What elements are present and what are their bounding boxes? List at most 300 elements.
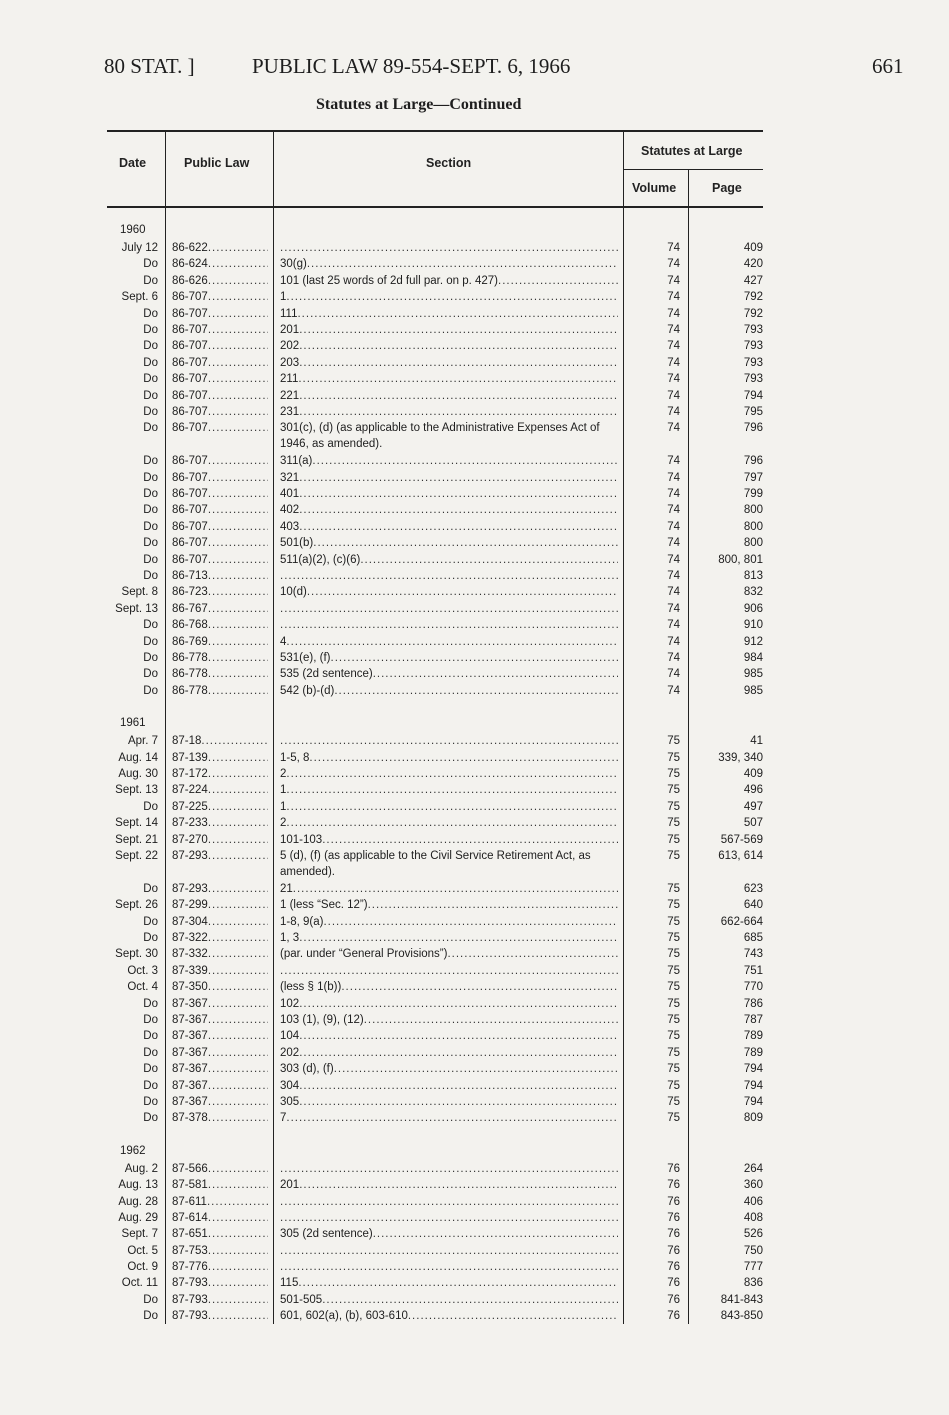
page-cell: 794	[743, 1063, 763, 1076]
page-cell: 623	[743, 882, 763, 895]
volume-cell: 75	[667, 817, 680, 830]
section-cell: 202 .....	[280, 1045, 618, 1061]
table-row	[0, 750, 949, 766]
page-cell: 836	[743, 1277, 763, 1290]
date-cell: Do	[143, 520, 158, 533]
date-cell: Do	[143, 340, 158, 353]
public-law-cell: 86-626 .....	[172, 273, 268, 289]
section-cell: 511(a)(2), (c)(6) .....	[280, 552, 618, 568]
year-label: 1962	[120, 1144, 146, 1157]
page-cell: 799	[743, 488, 763, 501]
volume-cell: 75	[667, 915, 680, 928]
date-cell: Do	[143, 619, 158, 632]
public-law-cell: 86-707 .....	[172, 371, 268, 387]
volume-cell: 75	[667, 932, 680, 945]
public-law-cell: 87-367 .....	[172, 1094, 268, 1110]
year-spacer	[0, 1127, 949, 1143]
public-law-cell: 87-793 .....	[172, 1308, 268, 1324]
section-cell: 2 .....	[280, 766, 618, 782]
page-cell: 787	[743, 1014, 763, 1027]
date-cell: Do	[143, 1293, 158, 1306]
volume-cell: 74	[667, 307, 680, 320]
section-cell: 321 .....	[280, 470, 618, 486]
table-row	[0, 683, 949, 699]
public-law-cell: 87-378 .....	[172, 1110, 268, 1126]
public-law-cell: 87-793 .....	[172, 1275, 268, 1291]
page-cell: 984	[743, 651, 763, 664]
date-cell: Do	[143, 356, 158, 369]
section-cell	[280, 1194, 618, 1210]
date-cell: Do	[143, 1063, 158, 1076]
page-cell: 792	[743, 291, 763, 304]
table-row	[0, 568, 949, 584]
page-cell: 409	[743, 767, 763, 780]
table-row	[0, 322, 949, 338]
volume-cell: 75	[667, 735, 680, 748]
volume-cell: 75	[667, 948, 680, 961]
public-law-cell: 86-767 .....	[172, 601, 268, 617]
table-row	[0, 420, 949, 453]
table-row	[0, 1226, 949, 1242]
table-row	[0, 1194, 949, 1210]
volume-cell: 74	[667, 651, 680, 664]
public-law-cell: 86-707 .....	[172, 355, 268, 371]
date-cell: Sept. 6	[121, 291, 158, 304]
date-cell: Do	[143, 504, 158, 517]
volume-cell: 76	[667, 1179, 680, 1192]
column-header-section: Section	[426, 156, 472, 170]
section-cell: 1 (less “Sec. 12”) .....	[280, 897, 618, 913]
year-spacer	[0, 699, 949, 715]
section-cell: 301(c), (d) (as applicable to the Administrative Expenses Act of 1946, as amended).	[280, 422, 600, 451]
table-row	[0, 930, 949, 946]
page-cell: 985	[743, 668, 763, 681]
date-cell: Do	[143, 915, 158, 928]
public-law-cell: 87-332 .....	[172, 946, 268, 962]
volume-cell: 75	[667, 1046, 680, 1059]
public-law-cell: 87-304 .....	[172, 914, 268, 930]
volume-cell: 74	[667, 471, 680, 484]
page-cell: 507	[743, 817, 763, 830]
table-title: Statutes at Large—Continued	[316, 96, 522, 113]
table-row	[0, 273, 949, 289]
public-law-cell: 86-707 .....	[172, 289, 268, 305]
page-cell: 813	[743, 570, 763, 583]
table-row	[0, 502, 949, 518]
volume-cell: 74	[667, 537, 680, 550]
table-row	[0, 486, 949, 502]
table-row	[0, 650, 949, 666]
page-cell: 800	[743, 537, 763, 550]
page-cell: 797	[743, 471, 763, 484]
section-cell	[280, 1259, 618, 1275]
section-cell: 531(e), (f) .....	[280, 650, 618, 666]
section-cell: 30(g) .....	[280, 256, 618, 272]
volume-cell: 75	[667, 1095, 680, 1108]
date-cell: Aug. 30	[118, 767, 158, 780]
section-cell: 7 .....	[280, 1110, 618, 1126]
section-cell	[280, 617, 618, 633]
page-cell: 786	[743, 997, 763, 1010]
table-row	[0, 1243, 949, 1259]
date-cell: Oct. 3	[127, 964, 158, 977]
volume-cell: 76	[667, 1293, 680, 1306]
table-row	[0, 832, 949, 848]
public-law-cell: 87-367 .....	[172, 1045, 268, 1061]
section-cell: (less § 1(b)) .....	[280, 979, 618, 995]
public-law-cell: 86-707 .....	[172, 388, 268, 404]
section-cell: (par. under “General Provisions”) .....	[280, 946, 618, 962]
section-cell: 1-8, 9(a) .....	[280, 914, 618, 930]
page-cell: 685	[743, 932, 763, 945]
volume-cell: 76	[667, 1244, 680, 1257]
volume-cell: 74	[667, 602, 680, 615]
date-cell: Sept. 7	[121, 1228, 158, 1241]
public-law-cell: 86-778 .....	[172, 683, 268, 699]
volume-cell: 75	[667, 849, 680, 862]
volume-cell: 74	[667, 323, 680, 336]
table-row	[0, 1094, 949, 1110]
page-cell: 985	[743, 684, 763, 697]
section-cell: 103 (1), (9), (12) .....	[280, 1012, 618, 1028]
public-law-cell: 86-707 .....	[172, 470, 268, 486]
date-cell: Do	[143, 274, 158, 287]
public-law-cell: 87-299 .....	[172, 897, 268, 913]
public-law-cell: 87-233 .....	[172, 815, 268, 831]
date-cell: Sept. 26	[115, 899, 158, 912]
page-cell: 613, 614	[718, 849, 763, 862]
section-cell: 542 (b)-(d) .....	[280, 683, 618, 699]
table-row	[0, 1045, 949, 1061]
public-law-cell: 87-293 .....	[172, 848, 268, 864]
table-row	[0, 1078, 949, 1094]
section-cell: 104 .....	[280, 1028, 618, 1044]
public-law-cell: 86-707 .....	[172, 404, 268, 420]
page-cell: 794	[743, 389, 763, 402]
date-cell: Oct. 9	[127, 1261, 158, 1274]
public-law-cell: 86-778 .....	[172, 666, 268, 682]
year-label: 1960	[120, 224, 146, 236]
volume-cell: 75	[667, 1079, 680, 1092]
public-law-cell: 86-707 .....	[172, 535, 268, 551]
date-cell: Sept. 8	[121, 586, 158, 599]
public-law-cell: 87-270 .....	[172, 832, 268, 848]
section-cell: 305 (2d sentence) .....	[280, 1226, 618, 1242]
section-cell: 101 (last 25 words of 2d full par. on p. 427) .....	[280, 273, 618, 289]
table-row	[0, 1275, 949, 1291]
volume-cell: 75	[667, 899, 680, 912]
date-cell: Do	[143, 1079, 158, 1092]
date-cell: Do	[143, 932, 158, 945]
public-law-cell: 87-367 .....	[172, 996, 268, 1012]
date-cell: Do	[143, 668, 158, 681]
volume-cell: 75	[667, 784, 680, 797]
public-law-cell: 87-293 .....	[172, 881, 268, 897]
date-cell: Do	[143, 455, 158, 468]
table-row	[0, 584, 949, 600]
section-cell	[280, 963, 618, 979]
table-row	[0, 1161, 949, 1177]
section-cell: 203 .....	[280, 355, 618, 371]
public-law-cell: 86-707 .....	[172, 322, 268, 338]
section-cell: 501-505 .....	[280, 1292, 618, 1308]
public-law-cell: 87-172 .....	[172, 766, 268, 782]
public-law-cell: 87-566 .....	[172, 1161, 268, 1177]
table-row	[0, 1110, 949, 1126]
date-cell: Do	[143, 553, 158, 566]
table-row	[0, 1259, 949, 1275]
public-law-cell: 87-224 .....	[172, 782, 268, 798]
table-row	[0, 782, 949, 798]
date-cell: Do	[143, 800, 158, 813]
page-cell: 339, 340	[718, 751, 763, 764]
volume-cell: 76	[667, 1310, 680, 1323]
section-cell: 1, 3 .....	[280, 930, 618, 946]
table-row	[0, 404, 949, 420]
section-cell: 202 .....	[280, 338, 618, 354]
section-cell: 101-103 .....	[280, 832, 618, 848]
date-cell: Sept. 14	[115, 817, 158, 830]
volume-cell: 76	[667, 1162, 680, 1175]
section-cell: 304 .....	[280, 1078, 618, 1094]
public-law-cell: 87-793 .....	[172, 1292, 268, 1308]
volume-cell: 76	[667, 1277, 680, 1290]
date-cell: Aug. 14	[118, 751, 158, 764]
page-cell: 750	[743, 1244, 763, 1257]
table-row	[0, 1012, 949, 1028]
page-cell: 406	[743, 1195, 763, 1208]
section-cell: 221 .....	[280, 388, 618, 404]
date-cell: Aug. 13	[118, 1179, 158, 1192]
table-row	[0, 1292, 949, 1308]
section-cell	[280, 1210, 618, 1226]
page-cell: 800, 801	[718, 553, 763, 566]
page-cell: 841-843	[720, 1293, 763, 1306]
public-law-cell: 87-322 .....	[172, 930, 268, 946]
statute-volume-label: 80 STAT. ]	[104, 54, 195, 78]
table-row	[0, 1177, 949, 1193]
public-law-cell: 87-753 .....	[172, 1243, 268, 1259]
table-row	[0, 1061, 949, 1077]
table-row	[0, 979, 949, 995]
volume-cell: 75	[667, 1030, 680, 1043]
column-header-public-law: Public Law	[184, 156, 250, 170]
date-cell: Sept. 30	[115, 948, 158, 961]
volume-cell: 74	[667, 455, 680, 468]
page-cell: 912	[743, 635, 763, 648]
volume-cell: 75	[667, 800, 680, 813]
section-cell: 211 .....	[280, 371, 618, 387]
public-law-cell: 87-18 .....	[172, 733, 268, 749]
page-cell: 832	[743, 586, 763, 599]
section-cell	[280, 601, 618, 617]
section-cell: 401 .....	[280, 486, 618, 502]
public-law-cell: 86-713 .....	[172, 568, 268, 584]
date-cell: Sept. 21	[115, 833, 158, 846]
volume-cell: 74	[667, 619, 680, 632]
table-row	[0, 306, 949, 322]
public-law-cell: 87-367 .....	[172, 1028, 268, 1044]
section-cell: 1 .....	[280, 782, 618, 798]
section-cell: 1 .....	[280, 799, 618, 815]
section-cell	[280, 1161, 618, 1177]
date-cell: Aug. 2	[124, 1162, 158, 1175]
table-row	[0, 1028, 949, 1044]
section-cell: 201 .....	[280, 1177, 618, 1193]
public-law-cell: 87-367 .....	[172, 1012, 268, 1028]
table-row	[0, 666, 949, 682]
page-cell: 360	[743, 1179, 763, 1192]
table-row	[0, 766, 949, 782]
volume-cell: 75	[667, 833, 680, 846]
date-cell: Do	[143, 488, 158, 501]
section-cell: 311(a) .....	[280, 453, 618, 469]
volume-cell: 76	[667, 1228, 680, 1241]
volume-cell: 74	[667, 422, 680, 435]
table-row	[0, 881, 949, 897]
page-cell: 843-850	[720, 1310, 763, 1323]
date-cell: Do	[143, 1014, 158, 1027]
section-cell: 403 .....	[280, 519, 618, 535]
page-cell: 662-664	[720, 915, 763, 928]
public-law-cell: 86-707 .....	[172, 486, 268, 502]
table-row	[0, 601, 949, 617]
public-law-cell: 86-707 .....	[172, 306, 268, 322]
volume-cell: 74	[667, 570, 680, 583]
page-cell: 408	[743, 1211, 763, 1224]
table-row	[0, 388, 949, 404]
public-law-cell: 86-622 .....	[172, 240, 268, 256]
page-cell: 793	[743, 356, 763, 369]
page-cell: 796	[743, 422, 763, 435]
page-cell: 420	[743, 258, 763, 271]
volume-cell: 74	[667, 504, 680, 517]
public-law-cell: 86-707 .....	[172, 519, 268, 535]
year-label: 1961	[120, 717, 146, 730]
date-cell: Sept. 13	[115, 602, 158, 615]
page-cell: 794	[743, 1079, 763, 1092]
table-row	[0, 240, 949, 256]
page-cell: 800	[743, 504, 763, 517]
public-law-cell: 87-611 .....	[172, 1194, 268, 1210]
date-cell: Do	[143, 537, 158, 550]
volume-cell: 75	[667, 767, 680, 780]
running-title: PUBLIC LAW 89-554-SEPT. 6, 1966	[252, 54, 571, 78]
page-cell: 409	[743, 242, 763, 254]
date-cell: Apr. 7	[127, 735, 158, 748]
volume-cell: 74	[667, 488, 680, 501]
volume-cell: 74	[667, 635, 680, 648]
page-cell: 792	[743, 307, 763, 320]
table-row	[0, 1308, 949, 1324]
page-number: 661	[872, 54, 904, 78]
volume-cell: 74	[667, 274, 680, 287]
date-cell: Aug. 28	[118, 1195, 158, 1208]
page-cell: 567-569	[720, 833, 763, 846]
section-cell	[280, 733, 618, 749]
page-cell: 41	[750, 735, 763, 748]
section-cell: 115 .....	[280, 1275, 618, 1291]
volume-cell: 74	[667, 520, 680, 533]
volume-cell: 74	[667, 684, 680, 697]
table-row	[0, 617, 949, 633]
public-law-cell: 87-225 .....	[172, 799, 268, 815]
table-row	[0, 733, 949, 749]
section-cell: 1-5, 8 .....	[280, 750, 618, 766]
public-law-cell: 86-707 .....	[172, 338, 268, 354]
section-cell: 2 .....	[280, 815, 618, 831]
year-heading-row	[0, 1143, 949, 1161]
page-cell: 906	[743, 602, 763, 615]
section-cell: 5 (d), (f) (as applicable to the Civil Service Retirement Act, as amended).	[280, 849, 591, 878]
date-cell: Sept. 22	[115, 849, 158, 862]
page-cell: 793	[743, 340, 763, 353]
section-cell: 1 .....	[280, 289, 618, 305]
page-cell: 777	[743, 1261, 763, 1274]
section-cell: 102 .....	[280, 996, 618, 1012]
volume-cell: 74	[667, 553, 680, 566]
section-cell: 10(d) .....	[280, 584, 618, 600]
section-cell: 21 .....	[280, 881, 618, 897]
volume-cell: 74	[667, 405, 680, 418]
date-cell: Do	[143, 651, 158, 664]
date-cell: Do	[143, 1310, 158, 1323]
table-row	[0, 256, 949, 272]
public-law-cell: 86-768 .....	[172, 617, 268, 633]
table-row	[0, 470, 949, 486]
section-cell: 535 (2d sentence) .....	[280, 666, 618, 682]
table-body	[0, 222, 949, 1325]
table-row	[0, 519, 949, 535]
table-row	[0, 914, 949, 930]
table-row	[0, 453, 949, 469]
public-law-cell: 87-367 .....	[172, 1078, 268, 1094]
public-law-cell: 86-778 .....	[172, 650, 268, 666]
page-cell: 800	[743, 520, 763, 533]
page-cell: 496	[743, 784, 763, 797]
public-law-cell: 86-707 .....	[172, 502, 268, 518]
table-row	[0, 815, 949, 831]
volume-cell: 75	[667, 981, 680, 994]
volume-cell: 74	[667, 668, 680, 681]
date-cell: Do	[143, 570, 158, 583]
date-cell: July 12	[121, 242, 158, 254]
section-cell: 305 .....	[280, 1094, 618, 1110]
page-cell: 809	[743, 1112, 763, 1125]
date-cell: Do	[143, 323, 158, 336]
section-cell: 111 .....	[280, 306, 618, 322]
date-cell: Do	[143, 1112, 158, 1125]
year-heading-row	[0, 715, 949, 733]
page-cell: 795	[743, 405, 763, 418]
header-bottom-rule	[107, 206, 763, 208]
volume-cell: 76	[667, 1195, 680, 1208]
table-top-rule	[107, 130, 763, 132]
table-row	[0, 338, 949, 354]
date-cell: Do	[143, 405, 158, 418]
volume-cell: 74	[667, 258, 680, 271]
date-cell: Do	[143, 1095, 158, 1108]
page-cell: 796	[743, 455, 763, 468]
section-cell: 4 .....	[280, 634, 618, 650]
date-cell: Do	[143, 635, 158, 648]
public-law-cell: 86-723 .....	[172, 584, 268, 600]
volume-cell: 75	[667, 1014, 680, 1027]
volume-cell: 74	[667, 586, 680, 599]
date-cell: Do	[143, 1046, 158, 1059]
date-cell: Sept. 13	[115, 784, 158, 797]
volume-cell: 75	[667, 882, 680, 895]
